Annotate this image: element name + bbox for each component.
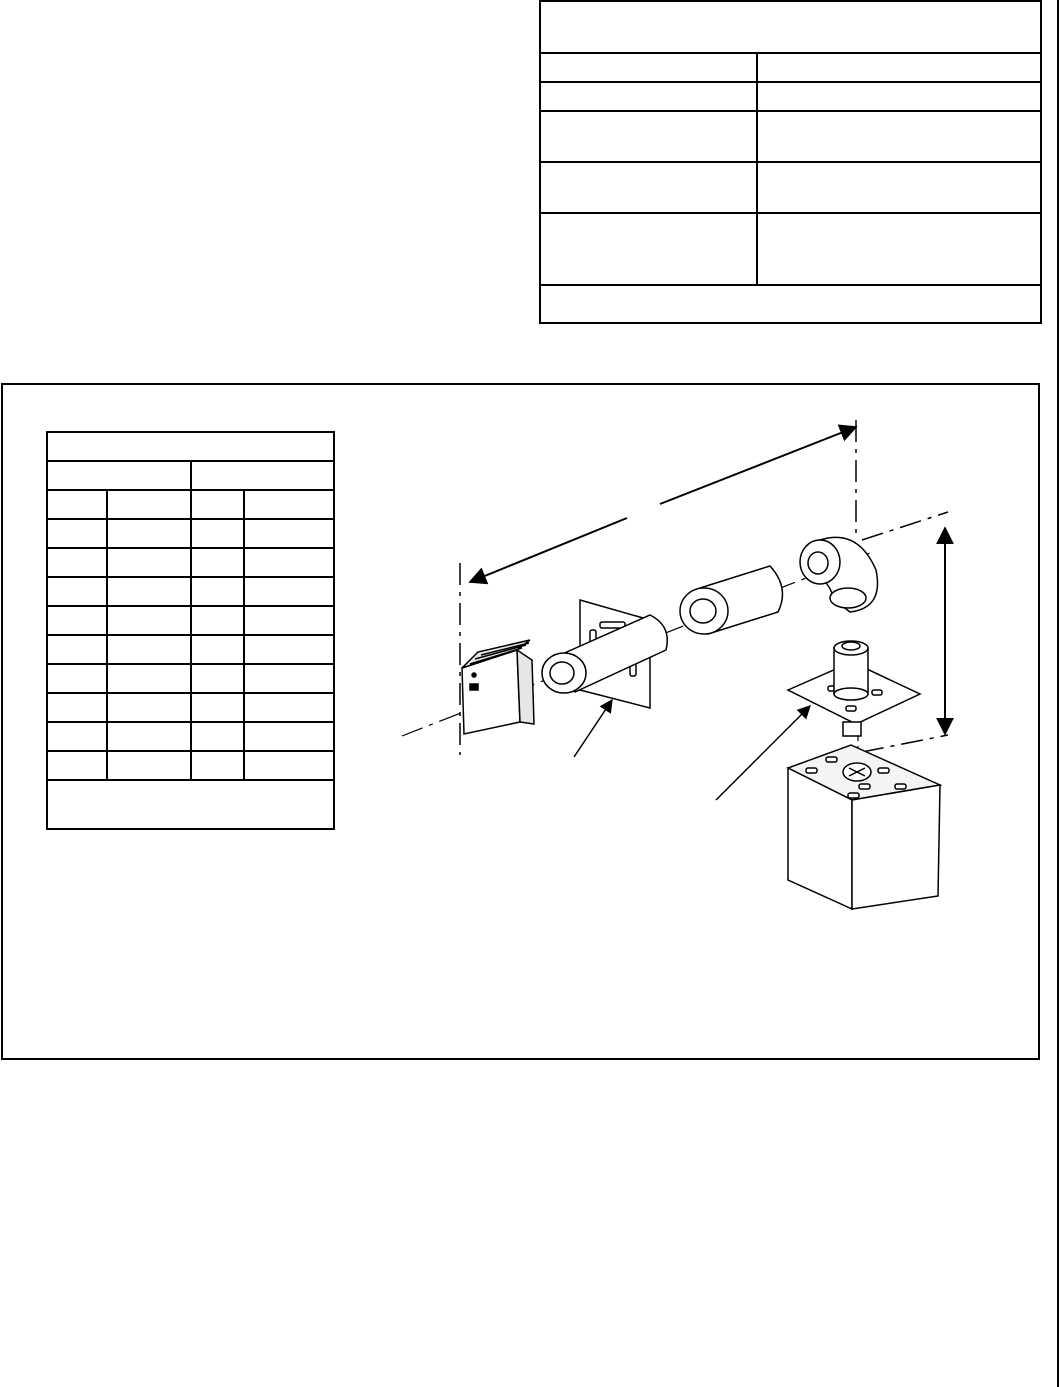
box-slot <box>806 768 817 773</box>
box-slot <box>848 793 859 798</box>
extension-line-bottom <box>862 735 948 752</box>
dimension-line-right <box>660 427 856 504</box>
box-right-face <box>852 785 940 909</box>
dimension-line-left <box>470 518 627 582</box>
wall-thimble <box>542 600 667 708</box>
leader-arrow-thimble <box>574 700 612 757</box>
elbow-bottom-opening <box>830 588 866 608</box>
horizontal-vent-pipe <box>680 566 783 634</box>
firestop-collar-hole <box>842 642 860 650</box>
firestop-slot <box>872 690 882 695</box>
box-slot <box>895 784 906 789</box>
firestop-stub <box>843 722 861 736</box>
extension-line-top <box>862 512 948 540</box>
pipe-end-inner <box>690 599 716 623</box>
firestop-slot <box>846 706 856 711</box>
box-slot <box>826 757 837 762</box>
termination-cap <box>462 640 534 734</box>
cap-side-face <box>517 650 534 724</box>
ceiling-firestop <box>788 641 920 736</box>
firestop-collar-base <box>834 688 868 700</box>
cap-label-plate <box>470 684 478 690</box>
box-slot <box>859 784 870 789</box>
elbow-side-inner <box>808 552 828 574</box>
vent-elbow <box>800 537 878 612</box>
box-slot <box>878 768 889 773</box>
appliance-box <box>788 745 940 909</box>
vertical-dimension <box>862 512 948 752</box>
cap-screw <box>472 673 476 677</box>
thimble-pipe-end-inner <box>550 662 574 684</box>
leader-arrows <box>574 700 810 800</box>
